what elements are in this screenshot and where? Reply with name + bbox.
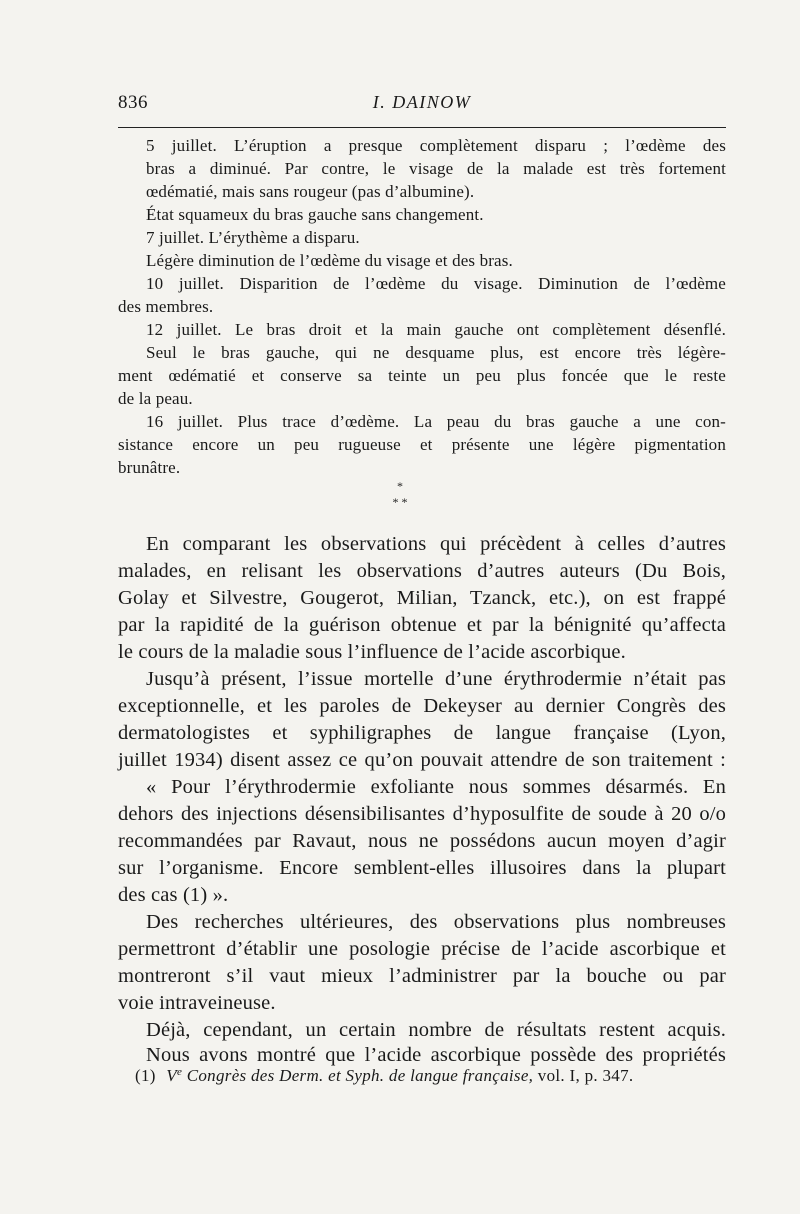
text-line: des cas (1) ». [118, 884, 229, 906]
text-line: 16 juillet. Plus trace d’œdème. La peau du bras gauche a une con- [146, 412, 726, 431]
footnote-roman: V [166, 1066, 177, 1085]
text-line: En comparant les observations qui précèdent à celles d’autres [146, 533, 726, 555]
page-number: 836 [118, 92, 148, 113]
separator-star-top: * [397, 479, 403, 493]
separator-star-bottom: * * [392, 495, 408, 509]
text-line: 12 juillet. Le bras droit et la main gauche ont complètement désenflé. [146, 320, 726, 339]
footnote-sup: e [176, 1066, 183, 1078]
text-line: sistance encore un peu rugueuse et présente une légère pigmentation [118, 435, 726, 454]
text-line: ment œdématié et conserve sa teinte un peu plus foncée que le reste [118, 366, 726, 385]
text-line: bras a diminué. Par contre, le visage de la malade est très fortement [146, 159, 726, 178]
text-line: État squameux du bras gauche sans changement. [146, 205, 484, 224]
text-line: 5 juillet. L’éruption a presque complètement disparu ; l’œdème des [146, 136, 726, 155]
text-line: dermatologistes et syphiligraphes de langue française (Lyon, [118, 722, 726, 744]
section-separator [0, 478, 800, 510]
text-line: permettront d’établir une posologie précise de l’acide ascorbique et [118, 938, 726, 960]
text-line: dehors des injections désensibilisantes d’hyposulfite de soude à 20 o/o [118, 803, 726, 825]
header-rule [118, 127, 726, 128]
text-line: montreront s’il vaut mieux l’administrer par la bouche ou par [118, 965, 726, 987]
text-line: 7 juillet. L’érythème a disparu. [146, 228, 360, 247]
text-line: Déjà, cependant, un certain nombre de résultats restent acquis. [146, 1019, 726, 1041]
text-line: Des recherches ultérieures, des observations plus nombreuses [146, 911, 726, 933]
text-line: « Pour l’érythrodermie exfoliante nous sommes désarmés. En [146, 776, 726, 798]
text-line: sur l’organisme. Encore semblent-elles illusoires dans la plupart [118, 857, 726, 879]
text-line: Nous avons montré que l’acide ascorbique possède des propriétés [146, 1044, 726, 1066]
text-line: recommandées par Ravaut, nous ne possédons aucun moyen d’agir [118, 830, 726, 852]
footnote-title: Congrès des Derm. et Syph. de langue française, [186, 1066, 534, 1085]
text-line: Jusqu’à présent, l’issue mortelle d’une érythrodermie n’était pas [146, 668, 726, 690]
text-line: des membres. [118, 297, 214, 316]
footnote-marker: (1) [135, 1066, 156, 1085]
text-line: malades, en relisant les observations d’autres auteurs (Du Bois, [118, 560, 726, 582]
running-head: I. DAINOW [372, 92, 472, 112]
text-line: par la rapidité de la guérison obtenue et par la bénignité qu’affecta [118, 614, 726, 636]
text-line: brunâtre. [118, 458, 181, 477]
footnote [135, 1066, 633, 1086]
text-line: le cours de la maladie sous l’influence de l’acide ascorbique. [118, 641, 626, 663]
text-line: Légère diminution de l’œdème du visage et des bras. [146, 251, 513, 270]
text-line: exceptionnelle, et les paroles de Dekeyser au dernier Congrès des [118, 695, 726, 717]
text-line: de la peau. [118, 389, 193, 408]
text-line: voie intraveineuse. [118, 992, 276, 1014]
text-line: Seul le bras gauche, qui ne desquame plus, est encore très légère- [146, 343, 726, 362]
text-line: 10 juillet. Disparition de l’œdème du visage. Diminution de l’œdème [146, 274, 726, 293]
footnote-reference: vol. I, p. 347. [537, 1066, 634, 1085]
text-line: Golay et Silvestre, Gougerot, Milian, Tzanck, etc.), on est frappé [118, 587, 726, 609]
text-line: juillet 1934) disent assez ce qu’on pouvait attendre de son traitement : [118, 749, 726, 771]
page-header [118, 92, 726, 116]
text-line: œdématié, mais sans rougeur (pas d’albumine). [146, 182, 475, 201]
